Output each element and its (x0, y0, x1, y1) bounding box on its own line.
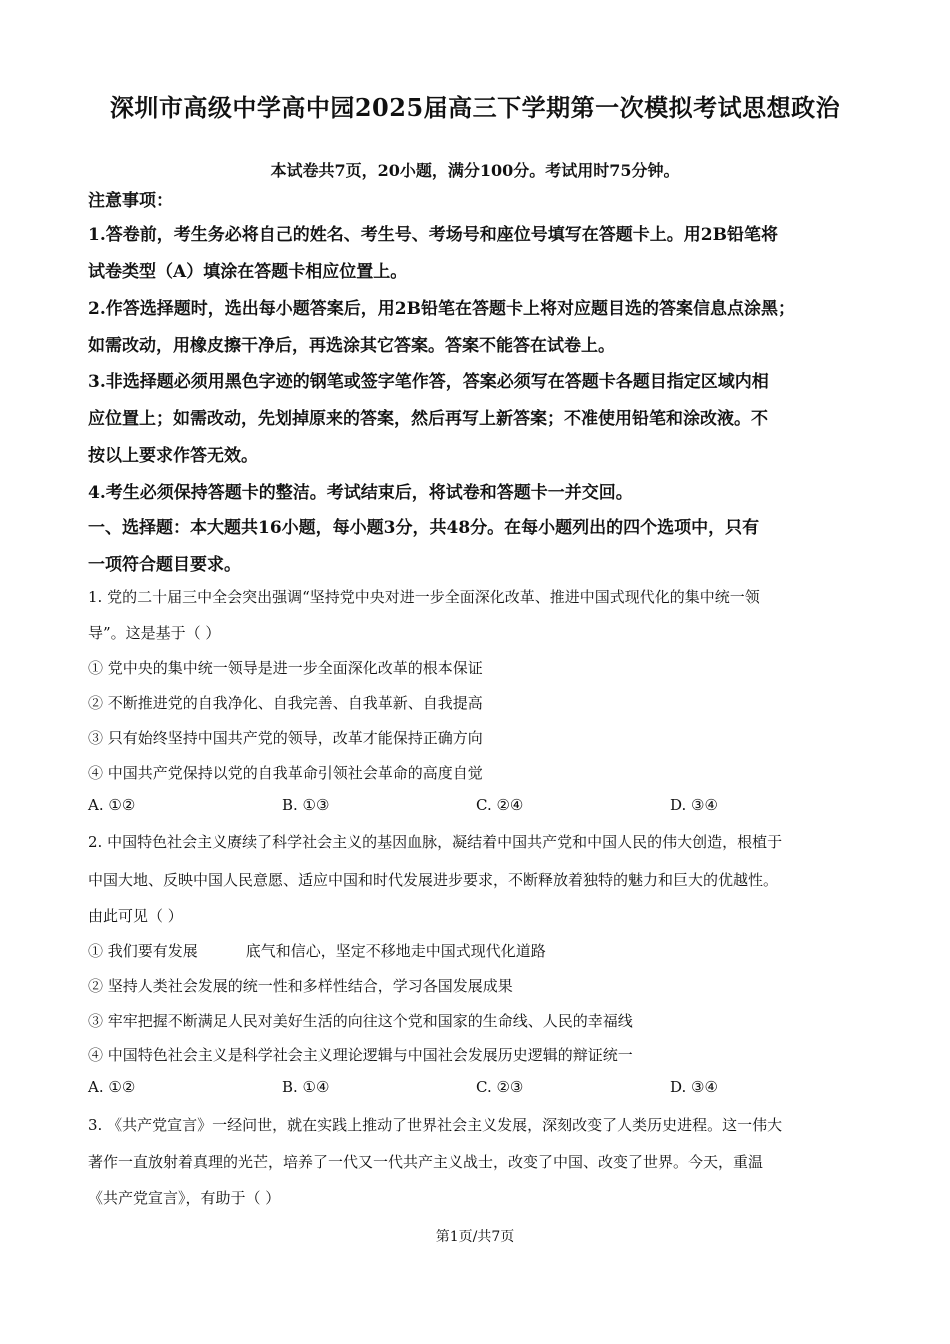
notice-line: 1.答卷前，考生务必将自己的姓名、考生号、考场号和座位号填写在答题卡上。用2B铅笔将 (88, 225, 778, 245)
exam-info: 本试卷共7页，20小题，满分100分。考试用时75分钟。 (270, 161, 680, 180)
q3-stem: 3. 《共产党宣言》一经问世，就在实践上推动了世界社会主义发展，深刻改变了人类历史进程。这一伟大 (88, 1116, 783, 1134)
q2-option-c[interactable]: C. ②③ (476, 1078, 524, 1096)
q1-stem: 1. 党的二十届三中全会突出强调“坚持党中央对进一步全面深化改革、推进中国式现代化的集中统一领 (88, 588, 760, 606)
q3-stem-cont: 著作一直放射着真理的光芒，培养了一代又一代共产主义战士，改变了中国、改变了世界。今天，重温 (88, 1153, 764, 1171)
notice-line: 如需改动，用橡皮擦干净后，再选涂其它答案。答案不能答在试卷上。 (88, 336, 615, 356)
section-heading: 一、选择题：本大题共16小题，每小题3分，共48分。在每小题列出的四个选项中，只有 (88, 518, 760, 538)
q2-stem-cont: 由此可见（ ） (88, 907, 183, 925)
notice-line: 试卷类型（A）填涂在答题卡相应位置上。 (88, 262, 408, 282)
q2-option-a[interactable]: A. ①② (88, 1078, 136, 1096)
q2-item (88, 940, 878, 961)
notice-heading: 注意事项： (88, 191, 173, 211)
q1-item: ③ 只有始终坚持中国共产党的领导，改革才能保持正确方向 (88, 729, 483, 747)
q2-item: ② 坚持人类社会发展的统一性和多样性结合，学习各国发展成果 (88, 977, 513, 995)
q2-stem-cont: 中国大地、反映中国人民意愿、适应中国和时代发展进步要求，不断释放着独特的魅力和巨大的优越性。 (88, 871, 779, 889)
notice-line: 按以上要求作答无效。 (88, 446, 258, 466)
section-heading-cont: 一项符合题目要求。 (88, 555, 241, 575)
notice-line: 3.非选择题必须用黑色字迹的钢笔或签字笔作答，答案必须写在答题卡各题目指定区域内相 (88, 372, 769, 392)
q2-option-d[interactable]: D. ③④ (670, 1078, 718, 1096)
q1-option-c[interactable]: C. ②④ (476, 796, 524, 814)
notice-line: 应位置上；如需改动，先划掉原来的答案，然后再写上新答案；不准使用铅笔和涂改液。不 (88, 409, 768, 429)
q1-stem-cont: 导”。这是基于（ ） (88, 624, 221, 642)
notice-line: 4.考生必须保持答题卡的整洁。考试结束后，将试卷和答题卡一并交回。 (88, 483, 633, 503)
q1-item: ① 党中央的集中统一领导是进一步全面深化改革的根本保证 (88, 659, 483, 677)
q2-stem: 2. 中国特色社会主义赓续了科学社会主义的基因血脉，凝结着中国共产党和中国人民的伟大创造，根植于 (88, 833, 783, 851)
q2-item-part: 底气和信心，坚定不移地走中国式现代化道路 (245, 942, 546, 960)
q3-stem-cont: 《共产党宣言》，有助于（ ） (88, 1189, 281, 1207)
q1-item: ② 不断推进党的自我净化、自我完善、自我革新、自我提高 (88, 694, 483, 712)
q2-item-part: ① 我们要有发展 (88, 942, 198, 960)
notice-line: 2.作答选择题时，选出每小题答案后，用2B铅笔在答题卡上将对应题目选的答案信息点涂黑； (88, 299, 795, 319)
q2-item: ④ 中国特色社会主义是科学社会主义理论逻辑与中国社会发展历史逻辑的辩证统一 (88, 1046, 633, 1064)
q1-option-b[interactable]: B. ①③ (282, 796, 330, 814)
page-footer: 第1页/共7页 (435, 1229, 515, 1245)
q1-option-a[interactable]: A. ①② (88, 796, 136, 814)
q2-option-b[interactable]: B. ①④ (282, 1078, 330, 1096)
page-title: 深圳市高级中学高中园2025届高三下学期第一次模拟考试思想政治 (109, 93, 841, 122)
q1-option-d[interactable]: D. ③④ (670, 796, 718, 814)
q2-item: ③ 牢牢把握不断满足人民对美好生活的向往这个党和国家的生命线、人民的幸福线 (88, 1012, 633, 1030)
q1-item: ④ 中国共产党保持以党的自我革命引领社会革命的高度自觉 (88, 764, 483, 782)
